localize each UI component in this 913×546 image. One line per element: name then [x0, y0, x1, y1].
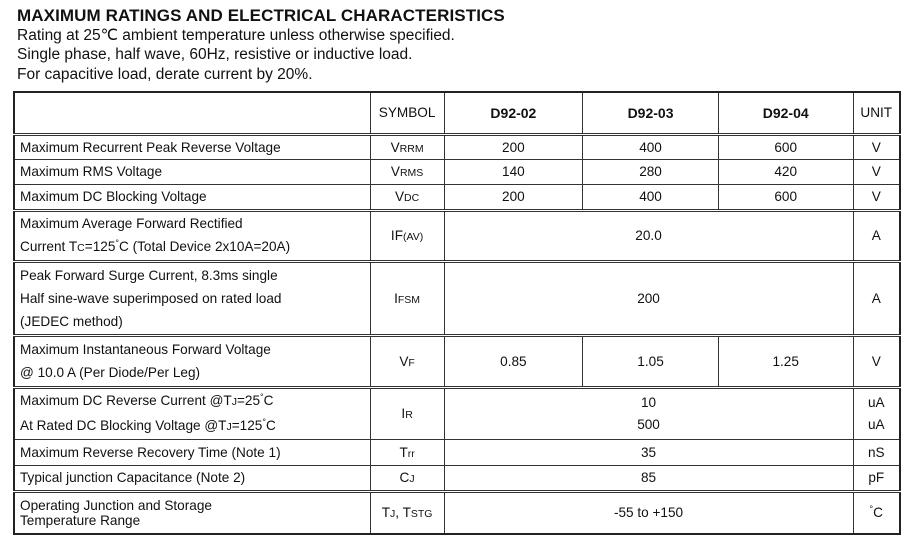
unit-ifsm: A [853, 261, 900, 335]
unit-cj: pF [853, 465, 900, 491]
symbol-vdc: VDC [370, 184, 444, 210]
value-vrms-d92-02: 140 [444, 159, 583, 184]
table-row [14, 159, 900, 184]
table-header-row [14, 92, 900, 134]
unit-ifav: A [853, 210, 900, 261]
table-row [14, 210, 900, 261]
param-vdc: Maximum DC Blocking Voltage [14, 184, 370, 210]
value-vdc-d92-03: 400 [583, 184, 719, 210]
document-title: MAXIMUM RATINGS AND ELECTRICAL CHARACTERISTICS [17, 6, 505, 25]
unit-vf: V [853, 335, 900, 387]
value-vf-d92-03: 1.05 [583, 335, 719, 387]
header-d92-03: D92-03 [583, 92, 719, 134]
header-parameter-cell [14, 92, 370, 134]
unit-ir: uA uA [853, 387, 900, 439]
table-row [14, 439, 900, 465]
value-vrms-d92-03: 280 [583, 159, 719, 184]
unit-vdc: V [853, 184, 900, 210]
header-note-temperature: Rating at 25℃ ambient temperature unless otherwise specified. [17, 26, 455, 44]
unit-vrms: V [853, 159, 900, 184]
header-d92-04: D92-04 [718, 92, 853, 134]
table-row [14, 491, 900, 534]
table-row [14, 184, 900, 210]
value-ir-125c: 500 [637, 416, 660, 432]
value-vdc-d92-04: 600 [718, 184, 853, 210]
param-vf: Maximum Instantaneous Forward Voltage @ 10.0 A (Per Diode/Per Leg) [14, 335, 370, 387]
symbol-vrms: VRMS [370, 159, 444, 184]
value-ifav: 20.0 [444, 210, 853, 261]
document-header [17, 6, 505, 84]
symbol-vrrm: VRRM [370, 134, 444, 159]
header-symbol: SYMBOL [370, 92, 444, 134]
value-cj: 85 [444, 465, 853, 491]
table-row [14, 387, 900, 439]
table-row [14, 261, 900, 335]
header-unit: UNIT [853, 92, 900, 134]
ratings-table [13, 91, 901, 535]
unit-trr: nS [853, 439, 900, 465]
value-ir [444, 387, 853, 439]
unit-tj: °C [853, 491, 900, 534]
value-vdc-d92-02: 200 [444, 184, 583, 210]
value-trr: 35 [444, 439, 853, 465]
symbol-tj-tstg: TJ, TSTG [370, 491, 444, 534]
param-ir: Maximum DC Reverse Current @TJ=25°C At Rated DC Blocking Voltage @TJ=125°C [14, 387, 370, 439]
param-tj: Operating Junction and Storage Temperature Range [14, 491, 370, 534]
table-row [14, 335, 900, 387]
unit-vrrm: V [853, 134, 900, 159]
value-vf-d92-02: 0.85 [444, 335, 583, 387]
value-vrms-d92-04: 420 [718, 159, 853, 184]
value-vrrm-d92-02: 200 [444, 134, 583, 159]
value-tj: -55 to +150 [444, 491, 853, 534]
symbol-ir: IR [370, 387, 444, 439]
param-vrrm: Maximum Recurrent Peak Reverse Voltage [14, 134, 370, 159]
symbol-ifav: IF(AV) [370, 210, 444, 261]
header-note-derate: For capacitive load, derate current by 20%. [17, 65, 313, 83]
table-row [14, 134, 900, 159]
param-cj: Typical junction Capacitance (Note 2) [14, 465, 370, 491]
value-ifsm: 200 [444, 261, 853, 335]
value-vf-d92-04: 1.25 [718, 335, 853, 387]
value-vrrm-d92-03: 400 [583, 134, 719, 159]
symbol-vf: VF [370, 335, 444, 387]
symbol-trr: Trr [370, 439, 444, 465]
param-vrms: Maximum RMS Voltage [14, 159, 370, 184]
param-trr: Maximum Reverse Recovery Time (Note 1) [14, 439, 370, 465]
value-vrrm-d92-04: 600 [718, 134, 853, 159]
value-ir-25c: 10 [640, 394, 657, 410]
header-d92-02: D92-02 [444, 92, 583, 134]
symbol-ifsm: IFSM [370, 261, 444, 335]
table-row [14, 465, 900, 491]
symbol-cj: CJ [370, 465, 444, 491]
param-ifav: Maximum Average Forward Rectified Current TC=125°C (Total Device 2x10A=20A) [14, 210, 370, 261]
param-ifsm: Peak Forward Surge Current, 8.3ms single Half sine-wave superimposed on rated load (JEDEC method) [14, 261, 370, 335]
header-note-load: Single phase, half wave, 60Hz, resistive or inductive load. [17, 46, 413, 63]
